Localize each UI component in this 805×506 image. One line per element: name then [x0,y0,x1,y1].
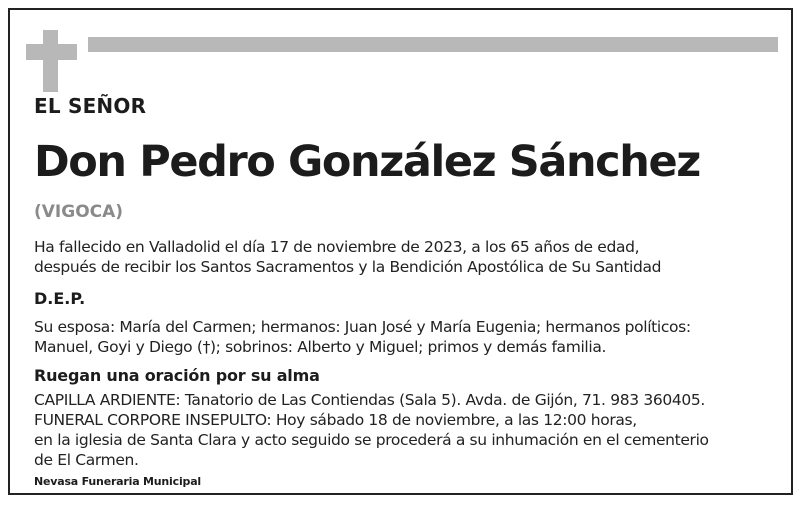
announcement-line: Ha fallecido en Valladolid el día 17 de noviembre de 2023, a los 65 años de edad, [34,238,640,256]
obituary-card [8,8,793,495]
funeral-home: Nevasa Funeraria Municipal [34,475,201,488]
funeral-details [34,390,709,470]
details-line: CAPILLA ARDIENTE: Tanatorio de Las Contiendas (Sala 5). Avda. de Gijón, 71. 983 360405. [34,391,705,409]
announcement-line: después de recibir los Santos Sacramentos y la Bendición Apostólica de Su Santidad [34,258,662,276]
cross-icon [43,30,58,92]
family-line: Su esposa: María del Carmen; hermanos: Juan José y María Eugenia; hermanos políticos: [34,318,691,336]
announcement [34,237,661,277]
title: EL SEÑOR [34,94,147,118]
details-line: en la iglesia de Santa Clara y acto seguido se procederá a su inhumación en el cementerio [34,431,709,449]
family-list [34,317,691,357]
deceased-name: Don Pedro González Sánchez [34,137,700,187]
details-line: FUNERAL CORPORE INSEPULTO: Hoy sábado 18 de noviembre, a las 12:00 horas, [34,411,637,429]
cross-icon-bar [26,44,77,60]
family-line: Manuel, Goyi y Diego (†); sobrinos: Alberto y Miguel; primos y demás familia. [34,338,607,356]
prayer-request: Ruegan una oración por su alma [34,366,320,385]
header-rule [88,37,778,52]
details-line: de El Carmen. [34,451,139,469]
rip-label: D.E.P. [34,289,86,308]
alias: (VIGOCA) [34,202,124,222]
